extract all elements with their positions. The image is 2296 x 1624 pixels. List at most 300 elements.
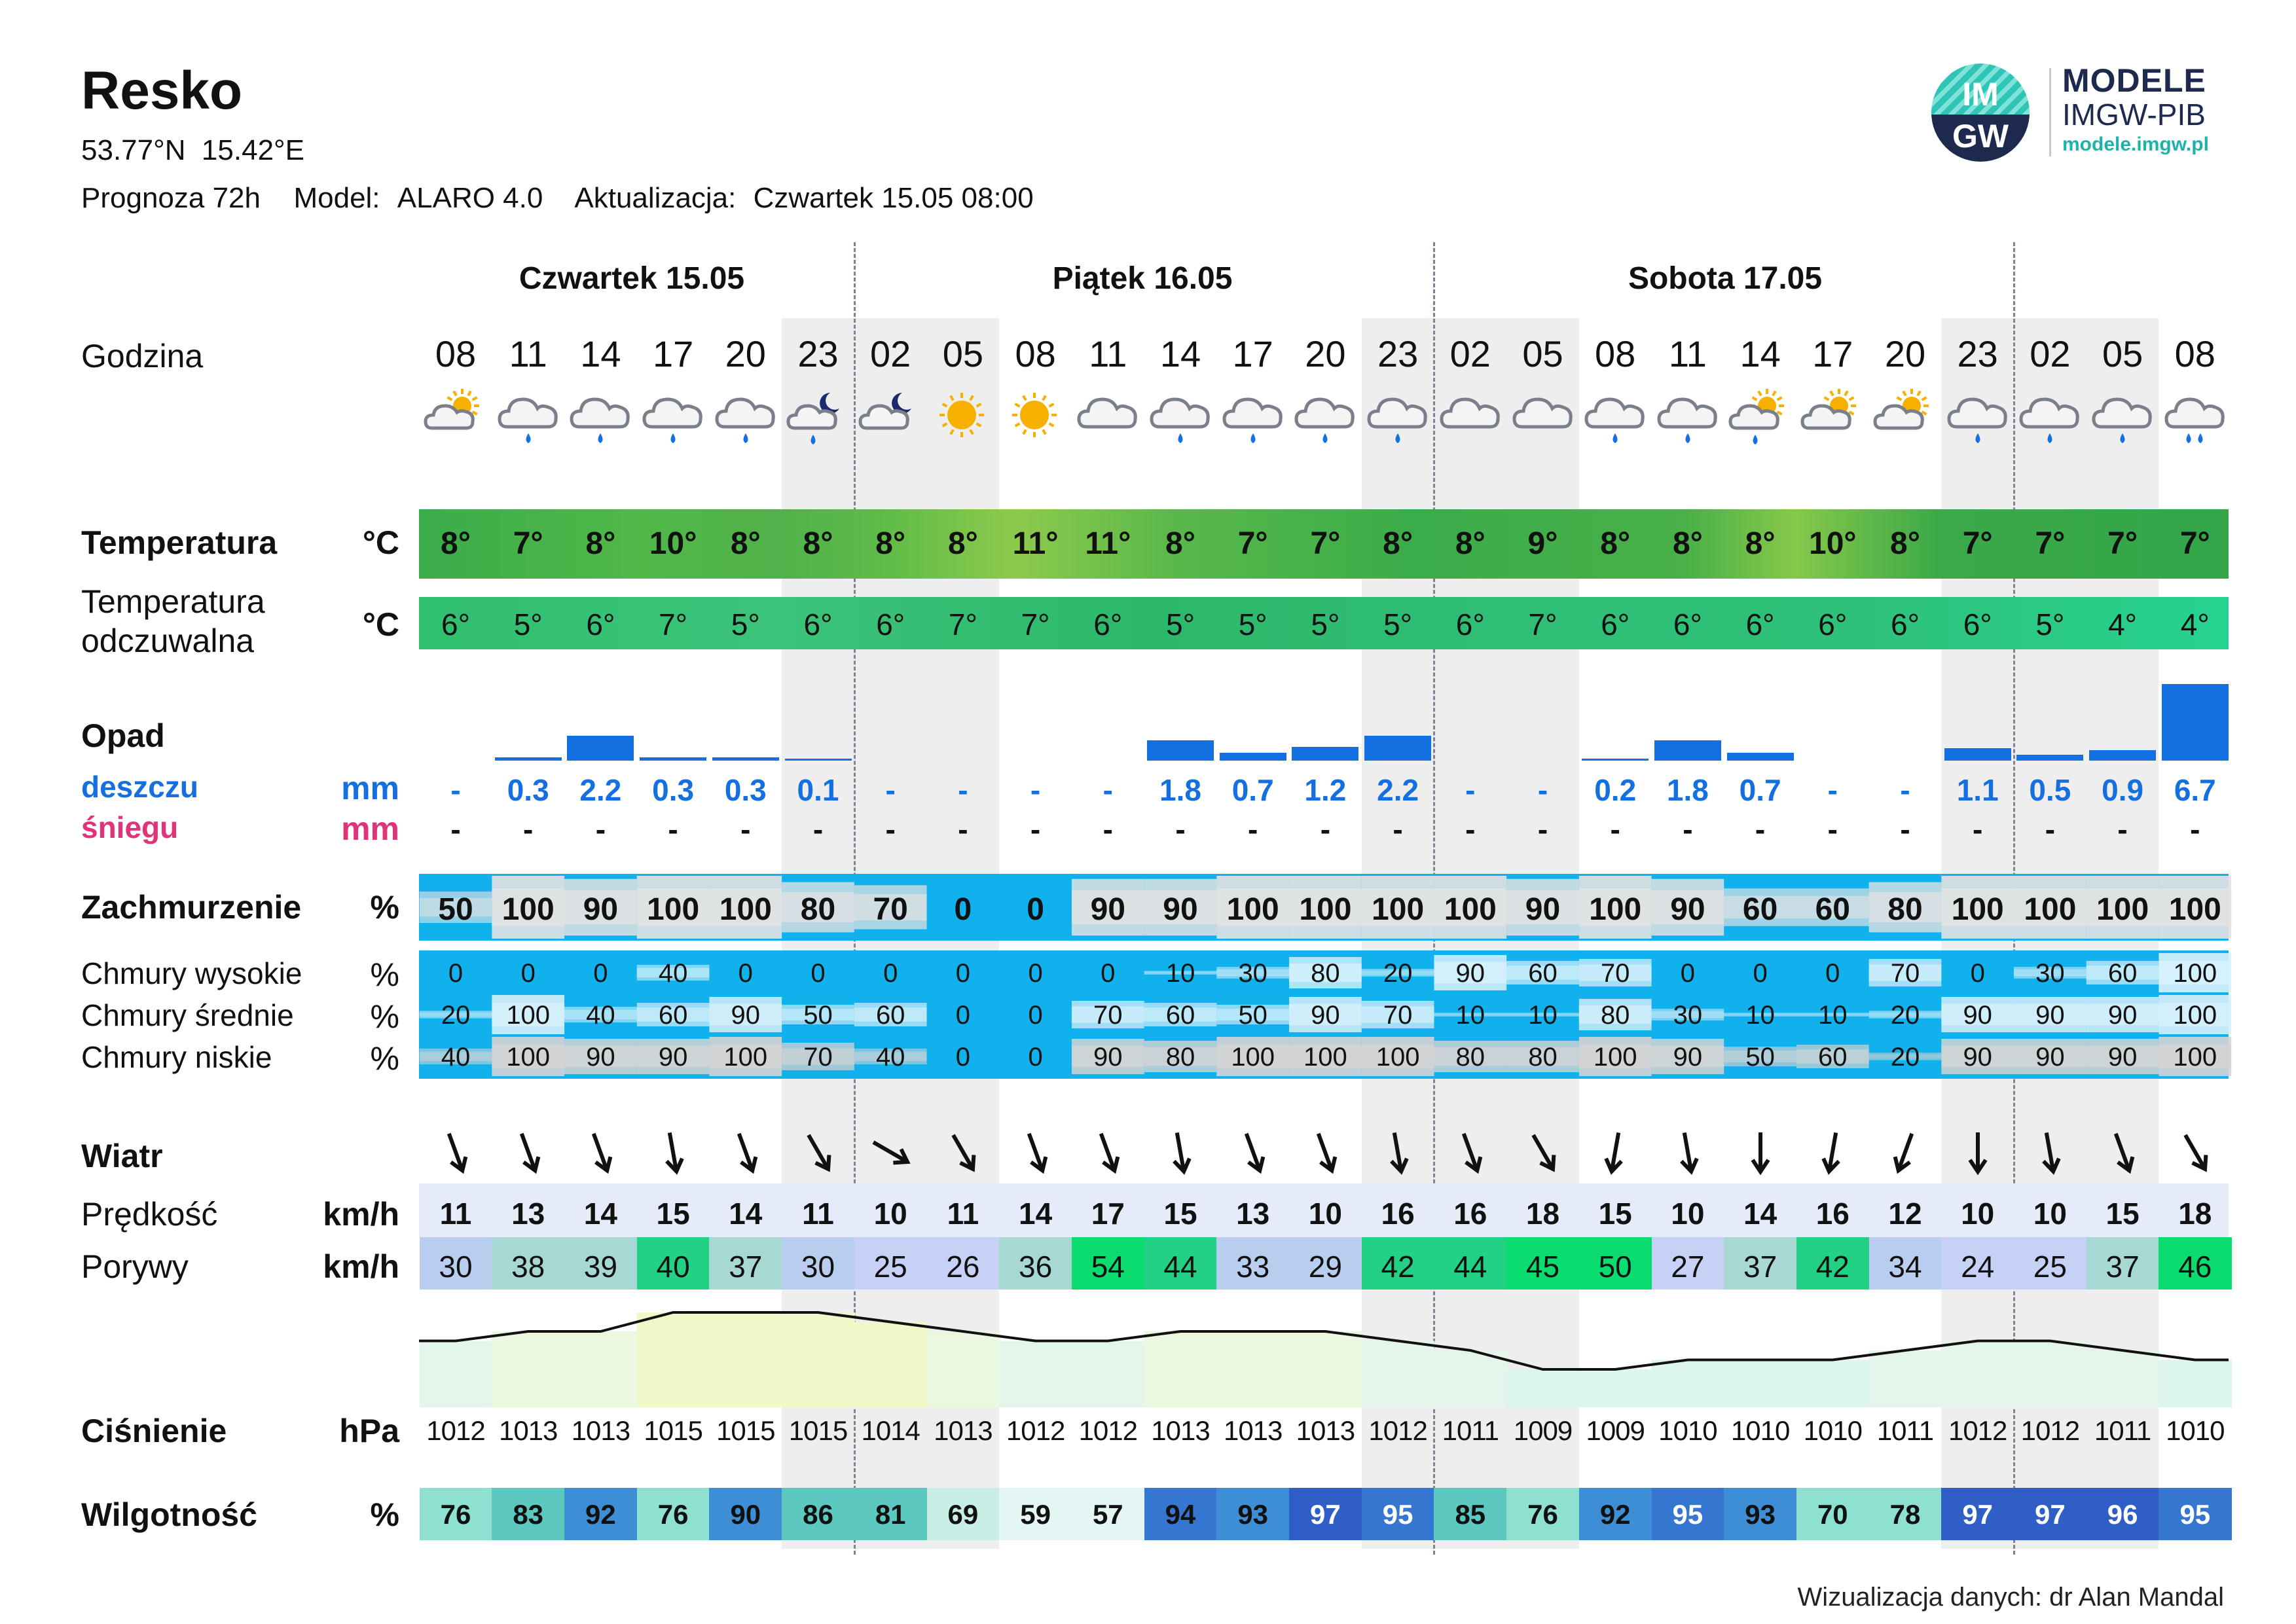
wind-gust-cell: 54 [1091,1250,1125,1284]
clouds-mid-label: Chmury średnie [81,998,294,1032]
pressure-fill [1216,1331,1290,1407]
snow-cell: - [1393,812,1403,846]
cloud-total-cell: 100 [2096,892,2149,927]
logo-subtitle: IMGW-PIB [2062,98,2206,132]
clouds-high-label: Chmury wysokie [81,956,302,990]
wind-speed-cell: 10 [1671,1197,1705,1231]
wind-gust-unit: km/h [323,1248,399,1285]
wind-speed-cell: 13 [511,1197,545,1231]
rain-cell: 1.2 [1304,773,1347,807]
feels-like-cell: 7° [1021,607,1050,641]
wind-speed-cell: 18 [1525,1197,1560,1231]
pressure-fill [782,1312,855,1407]
rain-cell: 0.7 [1231,773,1274,807]
cloud-total-cell: 100 [1299,892,1352,927]
clouds-low-cell: 100 [1593,1043,1637,1072]
wind-gust-cell: 50 [1598,1250,1632,1284]
feels-like-cell: 6° [441,607,470,641]
pressure-cell: 1013 [498,1415,558,1446]
clouds-mid-cell: 50 [1238,1001,1267,1030]
wind-gust-cell: 24 [1961,1250,1995,1284]
clouds-high-cell: 0 [738,959,753,988]
temperature-unit: °C [362,524,399,561]
clouds-mid-cell: 100 [506,1001,551,1030]
humidity-cell: 70 [1817,1499,1848,1530]
model-value: ALARO 4.0 [397,182,543,214]
hour-cell: 05 [1522,333,1563,374]
humidity-cell: 81 [875,1499,906,1530]
pressure-fill [564,1331,638,1407]
feels-like-cell: 4° [2180,607,2210,641]
wind-speed-cell: 16 [1453,1197,1487,1231]
humidity-cell: 95 [2179,1499,2211,1530]
clouds-high-cell: 0 [955,959,971,988]
cloud-total-label: Zachmurzenie [81,889,302,926]
temperature-cell: 7° [2107,526,2138,561]
snow-cell: - [523,812,534,846]
logo-url[interactable]: modele.imgw.pl [2062,134,2209,155]
cloud-total-cell: 0 [954,892,972,927]
snow-cell: - [1610,812,1620,846]
humidity-cell: 90 [730,1499,761,1530]
feels-like-unit: °C [362,606,399,643]
wind-gust-cell: 34 [1888,1250,1922,1284]
hours-label: Godzina [81,338,204,374]
clouds-high-cell: 0 [883,959,898,988]
wind-speed-cell: 14 [583,1197,617,1231]
wind-speed-cell: 17 [1091,1197,1125,1231]
cloud-total-cell: 50 [438,892,473,927]
pressure-cell: 1010 [1658,1415,1717,1446]
wind-speed-cell: 10 [873,1197,907,1231]
rain-cell: 2.2 [1377,773,1419,807]
pressure-fill [637,1312,710,1407]
clouds-low-cell: 50 [1745,1043,1775,1072]
clouds-mid-cell: 10 [1528,1001,1558,1030]
clouds-high-cell: 60 [2107,959,2138,988]
snow-cell: - [595,812,606,846]
cloud-total-cell: 60 [1742,892,1778,927]
snow-cell: - [740,812,751,846]
humidity-cell: 92 [1599,1499,1631,1530]
clouds-high-cell: 0 [1101,959,1116,988]
clouds-low-unit: % [370,1040,399,1077]
cloud-total-cell: 100 [1226,892,1279,927]
humidity-label: Wilgotność [81,1496,257,1533]
humidity-cell: 59 [1020,1499,1051,1530]
clouds-low-cell: 90 [1673,1043,1703,1072]
clouds-high-cell: 0 [448,959,464,988]
snow-cell: - [1320,812,1331,846]
clouds-low-cell: 90 [1963,1043,1992,1072]
clouds-high-cell: 20 [1383,959,1413,988]
temperature-cell: 7° [2179,526,2210,561]
rain-cell: - [885,773,896,807]
wind-gust-cell: 37 [729,1250,763,1284]
clouds-low-cell: 90 [1093,1043,1123,1072]
pressure-cell: 1012 [1078,1415,1138,1446]
clouds-low-cell: 100 [1231,1043,1275,1072]
clouds-high-cell: 90 [1455,959,1485,988]
snow-cell: - [2190,812,2200,846]
clouds-mid-cell: 100 [2173,1001,2217,1030]
rain-cell: 0.1 [797,773,839,807]
humidity-cell: 78 [1889,1499,1921,1530]
humidity-cell: 92 [585,1499,616,1530]
wind-speed-cell: 16 [1381,1197,1415,1231]
hour-cell: 02 [1449,333,1491,374]
humidity-cell: 69 [947,1499,979,1530]
hour-cell: 23 [797,333,839,374]
wind-gust-cell: 40 [656,1250,690,1284]
hour-cell: 11 [1089,333,1127,374]
temperature-cell: 8° [1745,526,1776,561]
snow-cell: - [1900,812,1910,846]
clouds-mid-cell: 90 [2035,1001,2065,1030]
hour-cell: 11 [509,333,547,374]
pressure-fill [420,1341,493,1408]
clouds-high-cell: 10 [1165,959,1195,988]
wind-label: Wiatr [81,1138,163,1174]
pressure-label: Ciśnienie [81,1413,227,1449]
rain-cell: - [1465,773,1476,807]
clouds-low-cell: 80 [1528,1043,1558,1072]
rain-unit: mm [341,770,399,806]
day-label-thursday: Czwartek 15.05 [519,261,745,296]
model-label: Model: [293,182,380,214]
snow-cell: - [2117,812,2128,846]
logo-mark-bottom: GW [1952,118,2009,154]
feels-like-cell: 5° [1383,607,1413,641]
temperature-cell: 10° [649,526,697,561]
feels-like-cell: 6° [586,607,615,641]
hour-cell: 08 [1595,333,1636,374]
wind-gust-cell: 39 [583,1250,617,1284]
cloud-total-cell: 80 [1887,892,1923,927]
day-label-friday: Piątek 16.05 [1052,261,1233,296]
wind-gust-cell: 44 [1163,1250,1197,1284]
temperature-cell: 8° [1600,526,1631,561]
wind-gust-cell: 42 [1381,1250,1415,1284]
pressure-fill [1724,1360,1797,1408]
wind-gust-cell: 33 [1236,1250,1270,1284]
pressure-fill [1869,1350,1942,1407]
pressure-cell: 1010 [2166,1415,2225,1446]
clouds-mid-cell: 30 [1673,1001,1703,1030]
humidity-cell: 97 [1962,1499,1994,1530]
temperature-label: Temperatura [81,524,278,561]
rain-cell: 0.9 [2102,773,2144,807]
rain-cell: 6.7 [2174,773,2216,807]
pressure-cell: 1015 [716,1415,775,1446]
humidity-cell: 97 [1310,1499,1341,1530]
clouds-high-cell: 0 [520,959,536,988]
hour-cell: 08 [2174,333,2215,374]
clouds-low-cell: 90 [658,1043,688,1072]
pressure-cell: 1013 [1296,1415,1355,1446]
snow-cell: - [1102,812,1113,846]
clouds-mid-cell: 60 [875,1001,905,1030]
pressure-cell: 1015 [644,1415,702,1446]
wind-speed-cell: 18 [2178,1197,2212,1231]
pressure-cell: 1012 [1368,1415,1427,1446]
rain-cell: 1.8 [1159,773,1201,807]
feels-like-cell: 5° [1166,607,1195,641]
pressure-fill [1362,1341,1435,1408]
pressure-fill [492,1331,565,1407]
wind-gust-cell: 25 [2033,1250,2067,1284]
pressure-fill [854,1322,928,1408]
rain-cell: - [958,773,968,807]
pressure-cell: 1011 [1876,1415,1934,1446]
pressure-cell: 1013 [571,1415,630,1446]
humidity-cell: 76 [657,1499,689,1530]
cloud-total-cell: 100 [647,892,700,927]
humidity-cell: 94 [1165,1499,1196,1530]
hour-cell: 17 [652,333,694,374]
wind-gust-cell: 25 [873,1250,907,1284]
clouds-low-cell: 40 [441,1043,471,1072]
hour-cell: 20 [1884,333,1926,374]
rain-cell: 0.3 [652,773,695,807]
rain-cell: - [1900,773,1910,807]
temperature-cell: 7° [1310,526,1341,561]
feels-like-cell: 6° [1601,607,1630,641]
snow-cell: - [1175,812,1186,846]
wind-gust-cell: 37 [1743,1250,1777,1284]
snow-cell: - [1537,812,1548,846]
temperature-cell: 8° [1383,526,1413,561]
pressure-cell: 1011 [1442,1415,1499,1446]
pressure-fill [1506,1369,1580,1407]
clouds-mid-cell: 60 [1165,1001,1195,1030]
feels-like-cell: 6° [1455,607,1485,641]
wind-speed-cell: 15 [656,1197,690,1231]
clouds-high-cell: 0 [1753,959,1768,988]
hour-cell: 23 [1957,333,1998,374]
rain-cell: 1.8 [1666,773,1709,807]
hour-cell: 02 [2030,333,2071,374]
pressure-fill [1289,1331,1362,1407]
cloud-total-cell: 100 [1951,892,2004,927]
wind-speed-cell: 14 [1743,1197,1777,1231]
wind-speed-cell: 14 [729,1197,763,1231]
temperature-cell: 11° [1085,526,1131,561]
rain-cell: 0.3 [507,773,549,807]
cloud-total-cell: 100 [1444,892,1497,927]
pressure-fill [1434,1350,1507,1407]
temperature-cell: 8° [1455,526,1485,561]
wind-gust-cell: 46 [2178,1250,2212,1284]
pressure-fill [2159,1360,2232,1408]
clouds-mid-cell: 50 [803,1001,833,1030]
temperature-cell: 10° [1809,526,1857,561]
feels-like-cell: 5° [1238,607,1267,641]
clouds-mid-cell: 10 [1745,1001,1775,1030]
temperature-cell: 8° [441,526,471,561]
location-title: Resko [81,61,243,120]
rain-cell: 0.2 [1594,773,1637,807]
hour-cell: 08 [435,333,477,374]
clouds-high-cell: 60 [1528,959,1558,988]
clouds-low-cell: 70 [803,1043,833,1072]
rain-cell: 2.2 [579,773,622,807]
clouds-mid-cell: 90 [1311,1001,1340,1030]
clouds-mid-cell: 90 [1963,1001,1992,1030]
wind-speed-cell: 13 [1236,1197,1270,1231]
temperature-cell: 8° [730,526,761,561]
temperature-cell: 7° [1962,526,1993,561]
cloud-total-cell: 90 [583,892,619,927]
rain-cell: - [1102,773,1113,807]
wind-gust-label: Porywy [81,1248,189,1285]
update-label: Aktualizacja: [574,182,737,214]
feels-like-cell: 6° [803,607,833,641]
temperature-cell: 7° [1237,526,1268,561]
wind-gust-cell: 29 [1308,1250,1342,1284]
rain-cell: - [1827,773,1838,807]
feels-like-cell: 5° [1311,607,1340,641]
snow-label: śniegu [81,810,179,844]
pressure-fill [1579,1369,1652,1407]
pressure-cell: 1010 [1803,1415,1863,1446]
humidity-cell: 76 [1527,1499,1558,1530]
humidity-cell: 57 [1092,1499,1123,1530]
wind-speed-cell: 10 [1308,1197,1342,1231]
pressure-cell: 1010 [1730,1415,1790,1446]
wind-speed-cell: 15 [2105,1197,2140,1231]
pressure-cell: 1015 [788,1415,848,1446]
snow-unit: mm [341,810,399,847]
feels-like-cell: 4° [2108,607,2138,641]
feels-like-cell: 5° [513,607,543,641]
clouds-low-cell: 80 [1165,1043,1195,1072]
humidity-cell: 86 [803,1499,833,1530]
wind-speed-cell: 12 [1888,1197,1922,1231]
wind-gust-cell: 30 [801,1250,835,1284]
clouds-mid-unit: % [370,998,399,1035]
clouds-low-cell: 0 [955,1043,971,1072]
temperature-cell: 8° [875,526,906,561]
wind-gust-cell: 45 [1525,1250,1560,1284]
feels-like-cell: 5° [731,607,760,641]
humidity-cell: 85 [1455,1499,1486,1530]
wind-speed-unit: km/h [323,1196,399,1233]
hour-cell: 17 [1232,333,1273,374]
pressure-cell: 1009 [1586,1415,1645,1446]
cloud-total-cell: 100 [1589,892,1642,927]
clouds-low-cell: 100 [723,1043,768,1072]
clouds-mid-cell: 80 [1600,1001,1630,1030]
snow-cell: - [1683,812,1693,846]
pressure-cell: 1011 [2094,1415,2151,1446]
rain-cell: - [450,773,461,807]
clouds-low-cell: 90 [2107,1043,2138,1072]
feels-like-cell: 7° [659,607,688,641]
humidity-cell: 97 [2035,1499,2066,1530]
pressure-fill [927,1331,1000,1407]
clouds-low-cell: 90 [586,1043,615,1072]
pressure-cell: 1012 [2020,1415,2080,1446]
snow-cell: - [1755,812,1766,846]
feels-like-cell: 6° [876,607,905,641]
wind-speed-cell: 11 [947,1197,979,1231]
pressure-fill [709,1312,782,1407]
temperature-cell: 8° [803,526,833,561]
clouds-low-cell: 100 [1376,1043,1420,1072]
pressure-cell: 1012 [1006,1415,1065,1446]
clouds-low-cell: 100 [506,1043,551,1072]
feels-like-label-2: odczuwalna [81,623,255,659]
pressure-fill [2086,1350,2160,1407]
clouds-mid-cell: 90 [731,1001,761,1030]
hour-cell: 14 [1159,333,1201,374]
snow-cell: - [450,812,461,846]
snow-cell: - [668,812,678,846]
clouds-high-cell: 70 [1890,959,1920,988]
pressure-cell: 1014 [861,1415,920,1446]
cloud-total-cell: 90 [1090,892,1125,927]
pressure-fill [1796,1360,1870,1408]
cloud-total-cell: 100 [2168,892,2221,927]
clouds-high-cell: 70 [1600,959,1630,988]
rain-label: deszczu [81,770,198,804]
rain-cell: 0.5 [2029,773,2071,807]
cloud-total-cell: 90 [1163,892,1198,927]
wind-speed-cell: 14 [1019,1197,1053,1231]
clouds-mid-cell: 90 [2107,1001,2138,1030]
credit: Wizualizacja danych: dr Alan Mandal [1797,1583,2224,1612]
clouds-mid-cell: 70 [1383,1001,1413,1030]
clouds-low-label: Chmury niskie [81,1040,272,1074]
clouds-mid-cell: 60 [658,1001,688,1030]
feels-like-cell: 6° [1818,607,1848,641]
clouds-low-cell: 60 [1818,1043,1848,1072]
feels-like-cell: 5° [2035,607,2065,641]
cloud-total-cell: 100 [1372,892,1425,927]
clouds-mid-cell: 40 [586,1001,615,1030]
clouds-mid-cell: 10 [1455,1001,1485,1030]
cloud-total-cell: 100 [719,892,772,927]
day-label-saturday: Sobota 17.05 [1628,261,1823,296]
hour-cell: 23 [1377,333,1419,374]
snow-cell: - [1973,812,1983,846]
pressure-cell: 1012 [1948,1415,2007,1446]
feels-like-cell: 7° [1528,607,1558,641]
hour-cell: 08 [1015,333,1056,374]
clouds-mid-cell: 20 [1890,1001,1920,1030]
wind-gust-cell: 36 [1019,1250,1053,1284]
wind-speed-cell: 15 [1598,1197,1632,1231]
snow-cell: - [1465,812,1476,846]
snow-cell: - [812,812,824,846]
feels-like-cell: 7° [948,607,977,641]
hour-cell: 11 [1668,333,1707,374]
wind-gust-cell: 26 [946,1250,980,1284]
snow-cell: - [958,812,968,846]
clouds-high-cell: 0 [1825,959,1840,988]
wind-speed-label: Prędkość [81,1196,218,1233]
feels-like-cell: 6° [1963,607,1992,641]
pressure-cell: 1009 [1513,1415,1573,1446]
feels-like-cell: 6° [1093,607,1123,641]
hour-cell: 05 [942,333,984,374]
snow-cell: - [885,812,896,846]
snow-cell: - [1030,812,1041,846]
pressure-unit: hPa [339,1413,399,1449]
temperature-cell: 9° [1527,526,1558,561]
wind-speed-cell: 10 [2033,1197,2067,1231]
